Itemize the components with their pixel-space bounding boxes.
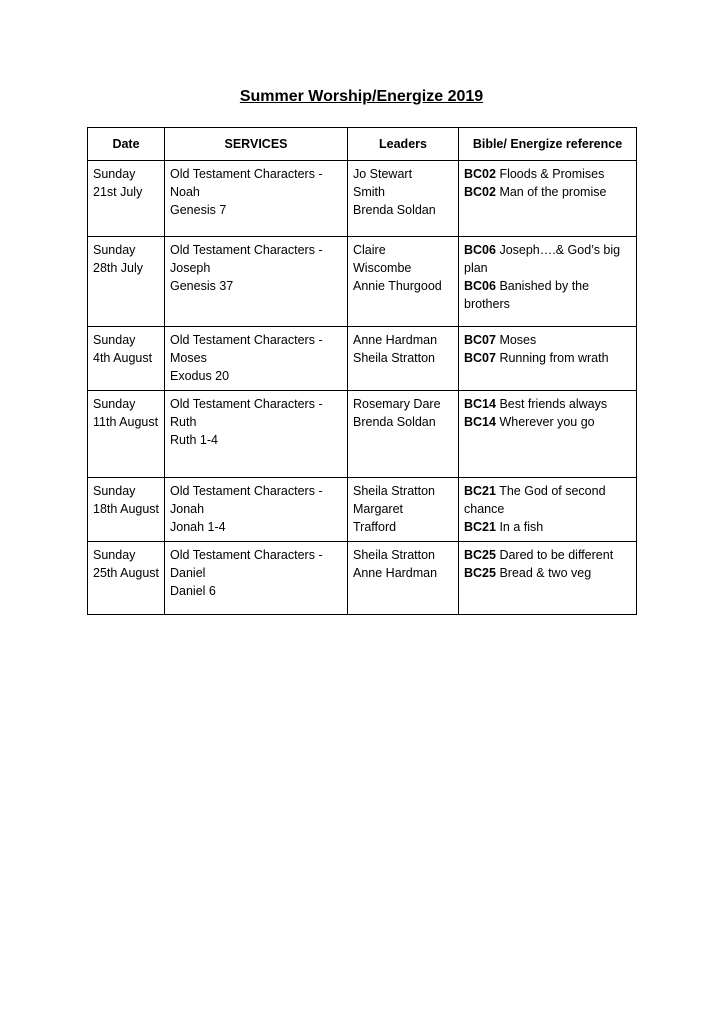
service-cell [165, 327, 348, 391]
leaders-cell [348, 542, 459, 615]
leader-name: Rosemary Dare [353, 397, 441, 411]
date-cell [88, 237, 165, 327]
leader-name: Sheila Stratton [353, 351, 435, 365]
date-cell [88, 542, 165, 615]
service-passage: Ruth 1-4 [170, 433, 218, 447]
header-reference: Bible/ Energize reference [459, 128, 637, 161]
day-text: Sunday [93, 333, 136, 347]
service-character: Ruth [170, 415, 197, 429]
service-passage: Genesis 37 [170, 279, 234, 293]
reference-code: BC02 [464, 185, 496, 199]
reference-code: BC14 [464, 397, 496, 411]
day-text: Sunday [93, 397, 136, 411]
reference-line [464, 331, 632, 349]
header-services: SERVICES [165, 128, 348, 161]
reference-code: BC21 [464, 484, 496, 498]
service-series: Old Testament Characters - [170, 548, 323, 562]
reference-line [464, 165, 632, 183]
leader-name: Margaret [353, 502, 404, 516]
reference-code: BC14 [464, 415, 496, 429]
reference-code: BC21 [464, 520, 496, 534]
leader-name: Annie Thurgood [353, 279, 442, 293]
header-date: Date [88, 128, 165, 161]
service-cell [165, 391, 348, 478]
date-cell [88, 478, 165, 542]
reference-line [464, 518, 632, 536]
service-cell [165, 161, 348, 237]
table-row [88, 327, 637, 391]
leaders-cell [348, 237, 459, 327]
reference-cell [459, 237, 637, 327]
service-character: Joseph [170, 261, 211, 275]
reference-cell [459, 478, 637, 542]
day-text: Sunday [93, 548, 136, 562]
service-cell [165, 542, 348, 615]
reference-text: Banished by the brothers [464, 279, 590, 311]
reference-text: Moses [495, 333, 537, 347]
leaders-cell [348, 161, 459, 237]
day-text: Sunday [93, 167, 136, 181]
leader-name: Anne Hardman [353, 333, 438, 347]
date-text: 25th August [93, 566, 160, 580]
reference-code: BC02 [464, 167, 496, 181]
reference-text: Floods & Promises [495, 167, 605, 181]
service-cell [165, 237, 348, 327]
reference-code: BC25 [464, 548, 496, 562]
service-cell [165, 478, 348, 542]
document-title: Summer Worship/Energize 2019 [239, 88, 484, 105]
reference-cell [459, 327, 637, 391]
service-character: Jonah [170, 502, 205, 516]
reference-text: Running from wrath [495, 351, 609, 365]
service-series: Old Testament Characters - [170, 333, 323, 347]
reference-text: Best friends always [495, 397, 608, 411]
leader-name: Sheila Stratton [353, 548, 435, 562]
reference-cell [459, 391, 637, 478]
table-row [88, 161, 637, 237]
leader-name: Wiscombe [353, 261, 412, 275]
leader-name: Sheila Stratton [353, 484, 435, 498]
reference-line [464, 395, 632, 413]
service-character: Noah [170, 185, 200, 199]
date-text: 18th August [93, 502, 160, 516]
reference-line [464, 546, 632, 564]
reference-line [464, 482, 632, 518]
date-text: 11th August [93, 415, 159, 429]
reference-code: BC07 [464, 333, 496, 347]
service-series: Old Testament Characters - [170, 167, 323, 181]
service-series: Old Testament Characters - [170, 397, 323, 411]
reference-text: Joseph….& God’s big plan [464, 243, 621, 275]
service-series: Old Testament Characters - [170, 243, 323, 257]
service-passage: Daniel 6 [170, 584, 216, 598]
reference-code: BC25 [464, 566, 496, 580]
leader-name: Claire [353, 243, 386, 257]
reference-line [464, 241, 632, 277]
leaders-cell [348, 391, 459, 478]
leaders-cell [348, 327, 459, 391]
table-row [88, 478, 637, 542]
date-text: 28th July [93, 261, 144, 275]
reference-cell [459, 161, 637, 237]
reference-text: In a fish [495, 520, 544, 534]
reference-line [464, 413, 632, 431]
day-text: Sunday [93, 484, 136, 498]
leader-name: Anne Hardman [353, 566, 438, 580]
leader-name: Smith [353, 185, 385, 199]
service-passage: Exodus 20 [170, 369, 230, 383]
leader-name: Trafford [353, 520, 397, 534]
reference-text: Man of the promise [495, 185, 607, 199]
reference-code: BC06 [464, 279, 496, 293]
service-passage: Genesis 7 [170, 203, 227, 217]
reference-text: Bread & two veg [495, 566, 592, 580]
service-character: Daniel [170, 566, 206, 580]
reference-line [464, 183, 632, 201]
date-text: 21st July [93, 185, 143, 199]
reference-line [464, 277, 632, 313]
reference-text: Dared to be different [495, 548, 614, 562]
service-character: Moses [170, 351, 207, 365]
reference-line [464, 349, 632, 367]
reference-cell [459, 542, 637, 615]
table-row [88, 391, 637, 478]
reference-text: Wherever you go [495, 415, 595, 429]
reference-line [464, 564, 632, 582]
leaders-cell [348, 478, 459, 542]
table-row [88, 542, 637, 615]
service-series: Old Testament Characters - [170, 484, 323, 498]
reference-code: BC06 [464, 243, 496, 257]
reference-code: BC07 [464, 351, 496, 365]
date-cell [88, 391, 165, 478]
leader-name: Brenda Soldan [353, 203, 436, 217]
date-cell [88, 161, 165, 237]
day-text: Sunday [93, 243, 136, 257]
reference-text: The God of second chance [464, 484, 606, 516]
date-cell [88, 327, 165, 391]
leader-name: Brenda Soldan [353, 415, 436, 429]
service-passage: Jonah 1-4 [170, 520, 226, 534]
header-leaders: Leaders [348, 128, 459, 161]
schedule-table [87, 127, 637, 615]
table-row [88, 237, 637, 327]
header-row [88, 128, 637, 161]
date-text: 4th August [93, 351, 153, 365]
leader-name: Jo Stewart [353, 167, 413, 181]
